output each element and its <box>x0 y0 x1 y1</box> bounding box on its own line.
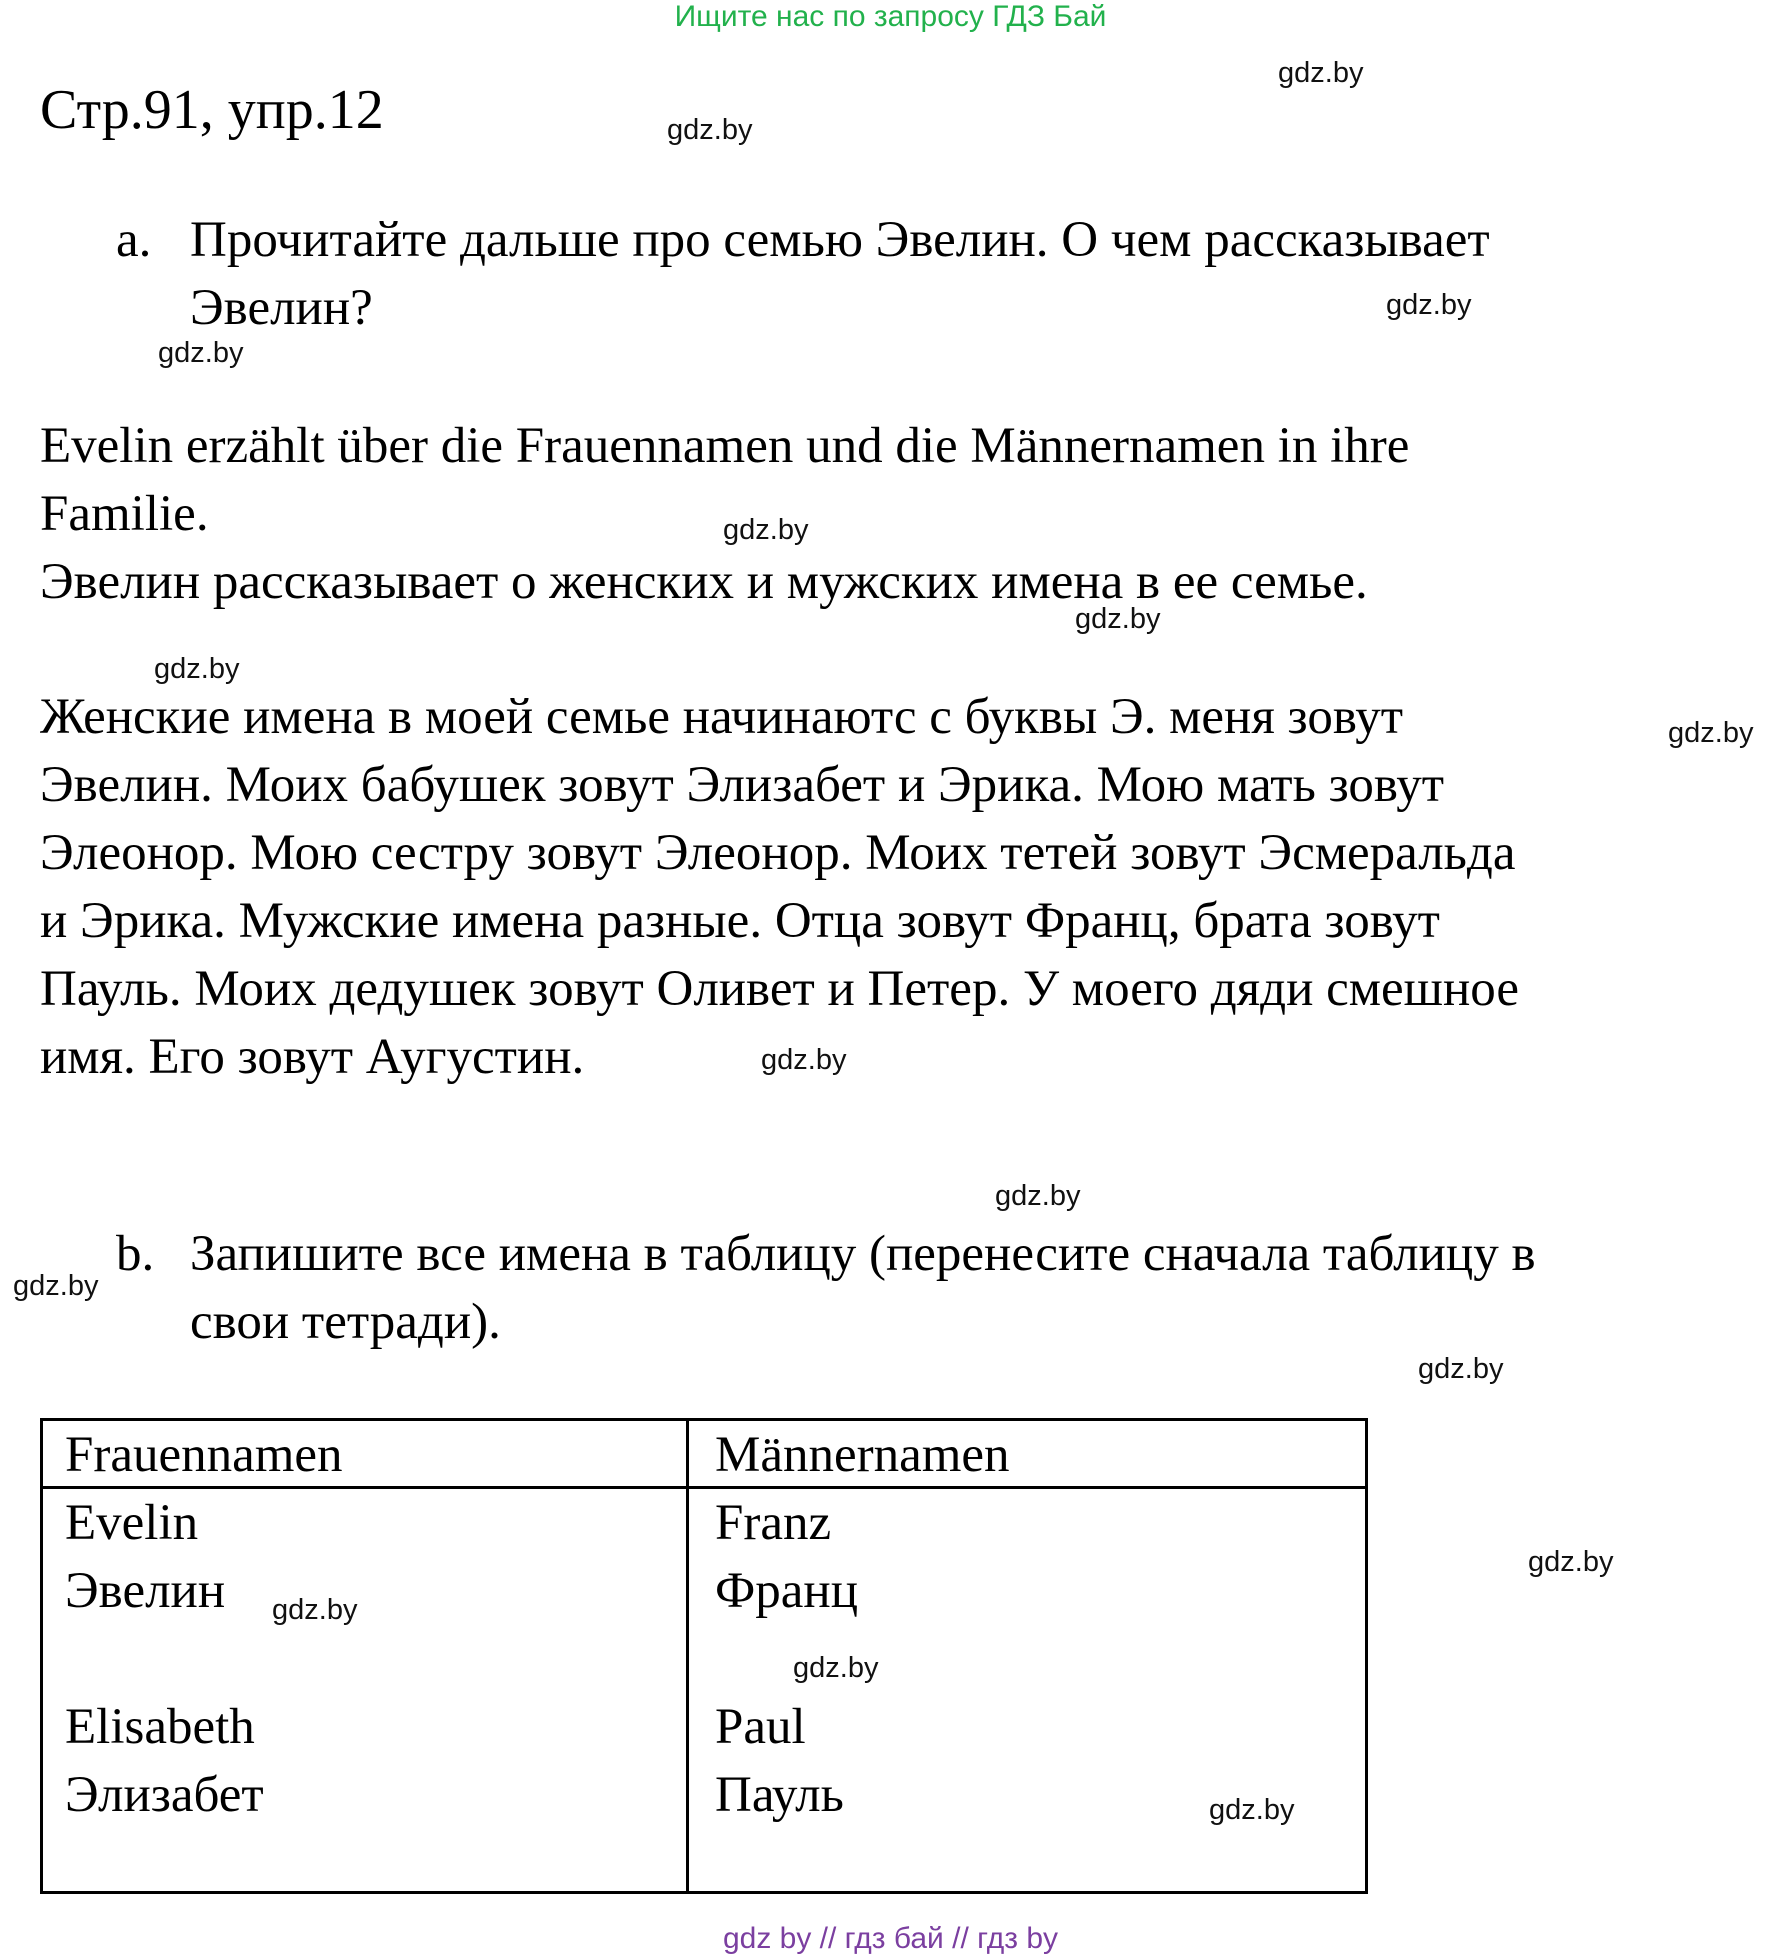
table-header-women: Frauennamen <box>65 1427 343 1483</box>
translation-line-1: Женские имена в моей семье начинаютс с буквы Э. меня зовут <box>40 689 1404 745</box>
watermark: gdz.by <box>793 1652 879 1684</box>
table-cell-men: Paul <box>715 1699 806 1755</box>
watermark: gdz.by <box>995 1180 1081 1212</box>
watermark: gdz.by <box>1418 1353 1504 1385</box>
task-b-marker: b. <box>116 1226 155 1282</box>
table-header-men: Männernamen <box>715 1427 1010 1483</box>
answer-russian: Эвелин рассказывает о женских и мужских имена в ее семье. <box>40 554 1368 610</box>
watermark: gdz.by <box>1209 1794 1295 1826</box>
watermark: gdz.by <box>1075 603 1161 635</box>
answer-german-line-2: Familie. <box>40 486 209 542</box>
watermark: gdz.by <box>272 1594 358 1626</box>
translation-line-6: имя. Его зовут Аугустин. <box>40 1029 585 1085</box>
table-column-divider <box>686 1421 689 1891</box>
watermark: gdz.by <box>1668 717 1754 749</box>
table-cell-men: Франц <box>715 1563 859 1619</box>
watermark: gdz.by <box>13 1270 99 1302</box>
table-cell-men: Franz <box>715 1495 832 1551</box>
translation-line-5: Пауль. Моих дедушек зовут Оливет и Петер. У моего дяди смешное <box>40 961 1519 1017</box>
translation-line-3: Элеонор. Мою сестру зовут Элеонор. Моих тетей зовут Эсмеральда <box>40 825 1516 881</box>
table-cell-men: Пауль <box>715 1767 844 1823</box>
translation-line-4: и Эрика. Мужские имена разные. Отца зовут Франц, брата зовут <box>40 893 1440 949</box>
task-a-line-2: Эвелин? <box>190 280 373 336</box>
watermark: gdz.by <box>158 337 244 369</box>
watermark: gdz.by <box>723 514 809 546</box>
watermark: gdz.by <box>1386 289 1472 321</box>
translation-line-2: Эвелин. Моих бабушек зовут Элизабет и Эрика. Мою мать зовут <box>40 757 1445 813</box>
names-table <box>40 1418 1368 1894</box>
table-cell-women: Эвелин <box>65 1563 226 1619</box>
table-cell-women: Evelin <box>65 1495 199 1551</box>
table-header-divider <box>43 1486 1365 1489</box>
watermark: gdz.by <box>1528 1546 1614 1578</box>
table-cell-women: Элизабет <box>65 1767 264 1823</box>
footer-links: gdz by // гдз бай // гдз by <box>722 1922 1059 1955</box>
task-a-line-1: Прочитайте дальше про семью Эвелин. О чем рассказывает <box>190 212 1490 268</box>
watermark: gdz.by <box>1278 57 1364 89</box>
top-banner: Ищите нас по запросу ГДЗ Бай <box>674 0 1107 33</box>
watermark: gdz.by <box>667 114 753 146</box>
task-b-line-2: свои тетради). <box>190 1294 501 1350</box>
watermark: gdz.by <box>761 1044 847 1076</box>
answer-german-line-1: Evelin erzählt über die Frauennamen und die Männernamen in ihre <box>40 418 1410 474</box>
page-title: Стр.91, упр.12 <box>40 79 384 141</box>
watermark: gdz.by <box>154 653 240 685</box>
task-a-marker: a. <box>116 212 152 268</box>
task-b-line-1: Запишите все имена в таблицу (перенесите сначала таблицу в <box>190 1226 1536 1282</box>
table-cell-women: Elisabeth <box>65 1699 255 1755</box>
